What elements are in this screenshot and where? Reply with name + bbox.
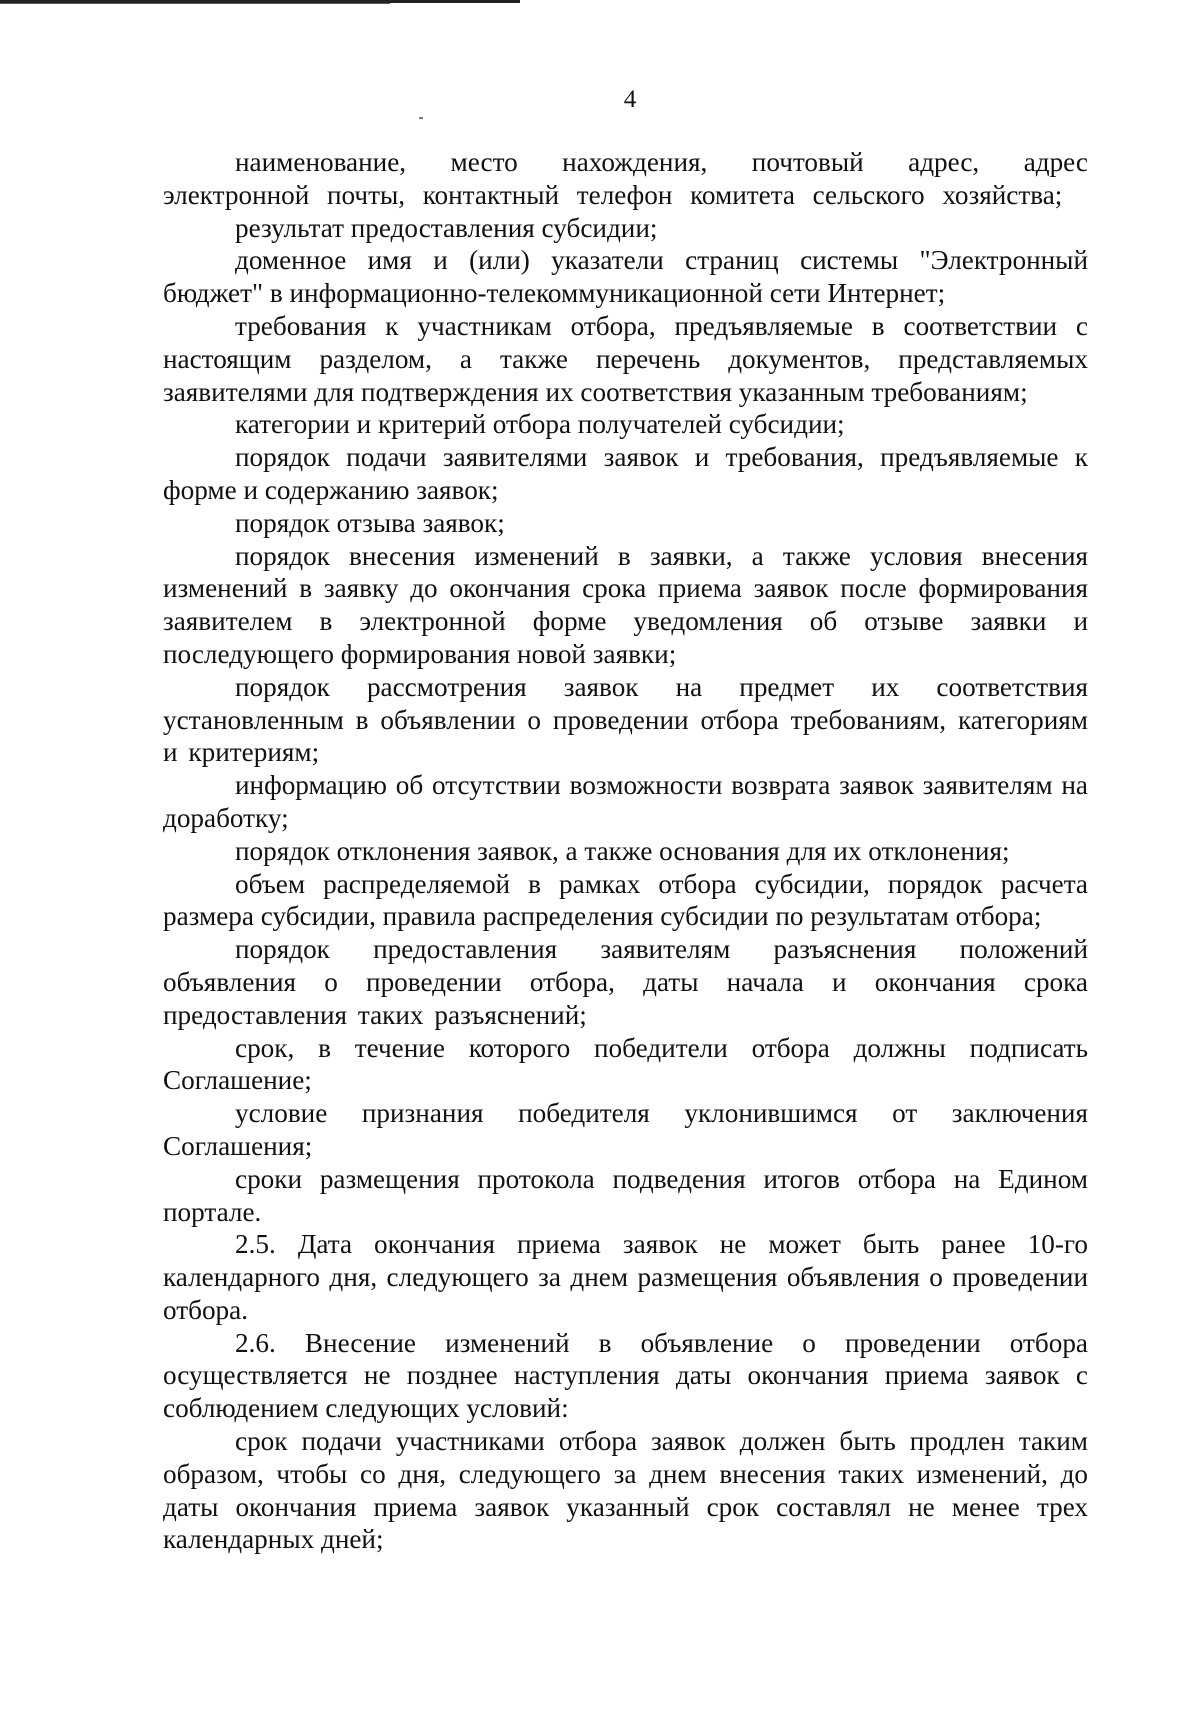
paragraph: 2.6. Внесение изменений в объявление о проведении отбора осуществляется не позднее наступления даты окончания приема заявок с соблюдением следующих условий: xyxy=(163,1327,1088,1424)
scan-edge-top-thin xyxy=(0,3,390,4)
paragraph: порядок внесения изменений в заявки, а также условия внесения изменений в заявку до окончания срока приема заявок после формирования заявителем в электронной форме уведомления об отзыве заявки и последующего формирования новой заявки; xyxy=(163,540,1088,669)
document-body xyxy=(163,146,1088,1556)
paragraph: информацию об отсутствии возможности возврата заявок заявителям на доработку; xyxy=(163,770,1088,833)
paragraph: порядок предоставления заявителям разъяснения положений объявления о проведении отбора, даты начала и окончания срока предоставления таких разъяснений; xyxy=(163,934,1088,1030)
paragraph: доменное имя и (или) указатели страниц системы "Электронный бюджет" в информационно-телекоммуникационной сети Интернет; xyxy=(163,245,1088,309)
paragraph: категории и критерий отбора получателей субсидии; xyxy=(235,409,845,440)
paragraph: срок подачи участниками отбора заявок должен быть продлен таким образом, чтобы со дня, следующего за днем внесения таких изменений, до даты окончания приема заявок указанный срок составлял не менее трех календарных дней; xyxy=(163,1426,1088,1555)
paragraph: порядок подачи заявителями заявок и требования, предъявляемые к форме и содержанию заявок; xyxy=(163,442,1088,505)
paragraph: порядок рассмотрения заявок на предмет их соответствия установленным в объявлении о проведении отбора требованиям, категориям и критериям; xyxy=(163,671,1088,768)
paragraph: 2.5. Дата окончания приема заявок не может быть ранее 10-го календарного дня, следующего за днем размещения объявления о проведении отбора. xyxy=(163,1229,1088,1325)
paragraph: порядок отклонения заявок, а также основания для их отклонения; xyxy=(235,835,1010,866)
paragraph: объем распределяемой в рамках отбора субсидии, порядок расчета размера субсидии, правила распределения субсидии по результатам отбора; xyxy=(163,868,1088,932)
paragraph: срок, в течение которого победители отбора должны подписать Соглашение; xyxy=(163,1032,1088,1096)
paragraph: результат предоставления субсидии; xyxy=(235,212,658,243)
scan-speck xyxy=(419,117,423,119)
paragraph: наименование, место нахождения, почтовый адрес, адрес электронной почты, контактный телефон комитета сельского хозяйства; xyxy=(163,147,1088,210)
paragraph: требования к участникам отбора, предъявляемые в соответствии с настоящим разделом, а также перечень документов, представляемых заявителями для подтверждения их соответствия указанным требованиям; xyxy=(163,310,1088,407)
paragraph: условие признания победителя уклонившимся от заключения Соглашения; xyxy=(163,1098,1088,1161)
paragraph: сроки размещения протокола подведения итогов отбора на Едином портале. xyxy=(163,1163,1088,1227)
paragraph: порядок отзыва заявок; xyxy=(235,507,505,538)
page-number: 4 xyxy=(623,86,637,113)
